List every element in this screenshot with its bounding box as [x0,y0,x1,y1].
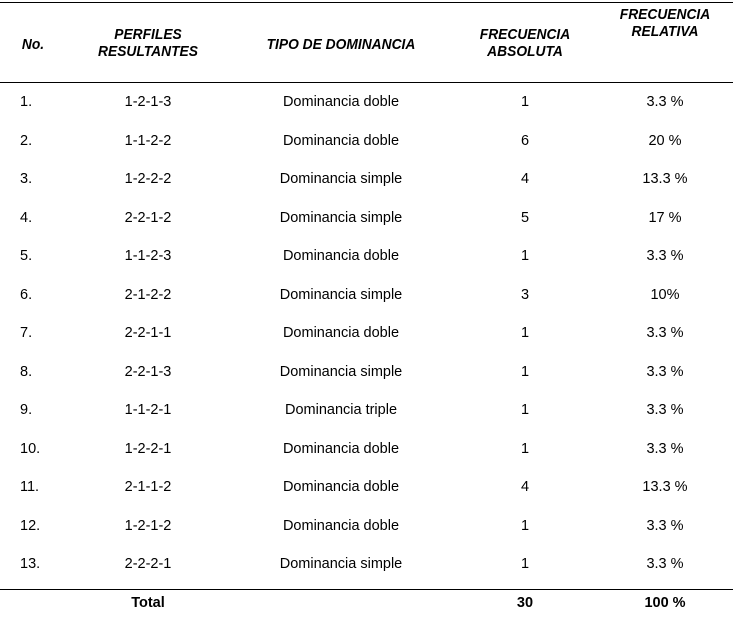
row-tipo: Dominancia simple [279,209,403,226]
row-frecuencia-absoluta: 6 [520,132,530,149]
row-number: 6. [20,286,33,303]
header-perfiles: PERFILES RESULTANTES [98,26,198,60]
row-frecuencia-absoluta: 1 [520,363,530,380]
row-frecuencia-relativa: 13.3 % [642,171,688,187]
header-absoluta: FRECUENCIA ABSOLUTA [479,26,571,60]
row-number: 13. [20,556,41,572]
row-frecuencia-absoluta: 1 [520,94,530,110]
row-perfil: 2-2-2-1 [124,556,172,572]
row-frecuencia-relativa: 3.3 % [646,402,684,418]
row-perfil: 2-2-1-3 [124,363,172,380]
table-row [0,314,733,353]
row-frecuencia-absoluta: 1 [520,440,530,457]
row-number: 10. [20,440,41,457]
header-no: No. [21,36,45,53]
total-absoluta: 30 [516,595,534,611]
row-perfil: 1-1-2-1 [124,402,172,418]
row-frecuencia-relativa: 3.3 % [646,325,684,341]
row-number: 7. [20,325,33,341]
row-tipo: Dominancia doble [282,248,400,264]
row-tipo: Dominancia doble [282,325,400,341]
row-tipo: Dominancia triple [284,402,398,418]
row-perfil: 2-2-1-2 [124,209,172,226]
row-frecuencia-relativa: 10% [650,286,680,303]
row-frecuencia-relativa: 3.3 % [646,248,684,264]
row-perfil: 2-2-1-1 [124,325,172,341]
row-number: 3. [20,171,33,187]
table-row [0,353,733,392]
row-frecuencia-relativa: 20 % [648,132,682,149]
table-row [0,468,733,507]
row-perfil: 1-2-1-3 [124,94,172,110]
row-number: 11. [20,479,40,495]
row-frecuencia-absoluta: 4 [520,171,530,187]
total-label: Total [131,595,165,611]
row-perfil: 1-2-2-2 [124,171,172,187]
row-number: 4. [20,209,33,226]
row-tipo: Dominancia doble [282,517,400,534]
top-rule [0,2,733,3]
header-relativa: FRECUENCIA RELATIVA [619,6,711,40]
table-row [0,507,733,546]
row-tipo: Dominancia doble [282,132,400,149]
table-body [0,83,733,584]
row-frecuencia-absoluta: 1 [520,556,530,572]
row-perfil: 1-1-2-3 [124,248,172,264]
row-tipo: Dominancia doble [282,440,400,457]
row-tipo: Dominancia doble [282,479,400,495]
table-row [0,430,733,469]
row-number: 5. [20,248,33,264]
row-tipo: Dominancia simple [279,363,403,380]
row-frecuencia-relativa: 17 % [648,209,682,226]
row-frecuencia-absoluta: 1 [520,402,530,418]
row-perfil: 1-2-2-1 [124,440,172,457]
row-perfil: 1-2-1-2 [124,517,172,534]
row-frecuencia-absoluta: 4 [520,479,530,495]
row-frecuencia-absoluta: 1 [520,248,530,264]
row-tipo: Dominancia simple [279,556,403,572]
table-row [0,237,733,276]
row-frecuencia-absoluta: 1 [520,325,530,341]
row-frecuencia-relativa: 3.3 % [646,556,684,572]
table-row [0,160,733,199]
row-frecuencia-relativa: 13.3 % [642,479,688,495]
row-perfil: 2-1-1-2 [124,479,172,495]
row-frecuencia-absoluta: 5 [520,209,530,226]
row-number: 12. [20,517,41,534]
table-row [0,391,733,430]
row-frecuencia-relativa: 3.3 % [646,94,684,110]
row-tipo: Dominancia simple [279,171,403,187]
row-tipo: Dominancia doble [282,94,400,110]
row-perfil: 2-1-2-2 [124,286,172,303]
row-number: 1. [20,94,33,110]
row-number: 9. [20,402,33,418]
total-relativa: 100 % [644,595,686,611]
row-frecuencia-absoluta: 3 [520,286,530,303]
table-row [0,545,733,584]
table-row [0,199,733,238]
row-tipo: Dominancia simple [279,286,403,303]
row-perfil: 1-1-2-2 [124,132,172,149]
row-number: 2. [20,132,33,149]
row-frecuencia-absoluta: 1 [520,517,530,534]
table-row [0,122,733,161]
total-row [0,590,733,616]
row-number: 8. [20,363,33,380]
row-frecuencia-relativa: 3.3 % [646,517,684,534]
row-frecuencia-relativa: 3.3 % [646,363,684,380]
table-row [0,276,733,315]
table-row [0,83,733,122]
header-tipo: TIPO DE DOMINANCIA [266,36,416,53]
row-frecuencia-relativa: 3.3 % [646,440,684,457]
